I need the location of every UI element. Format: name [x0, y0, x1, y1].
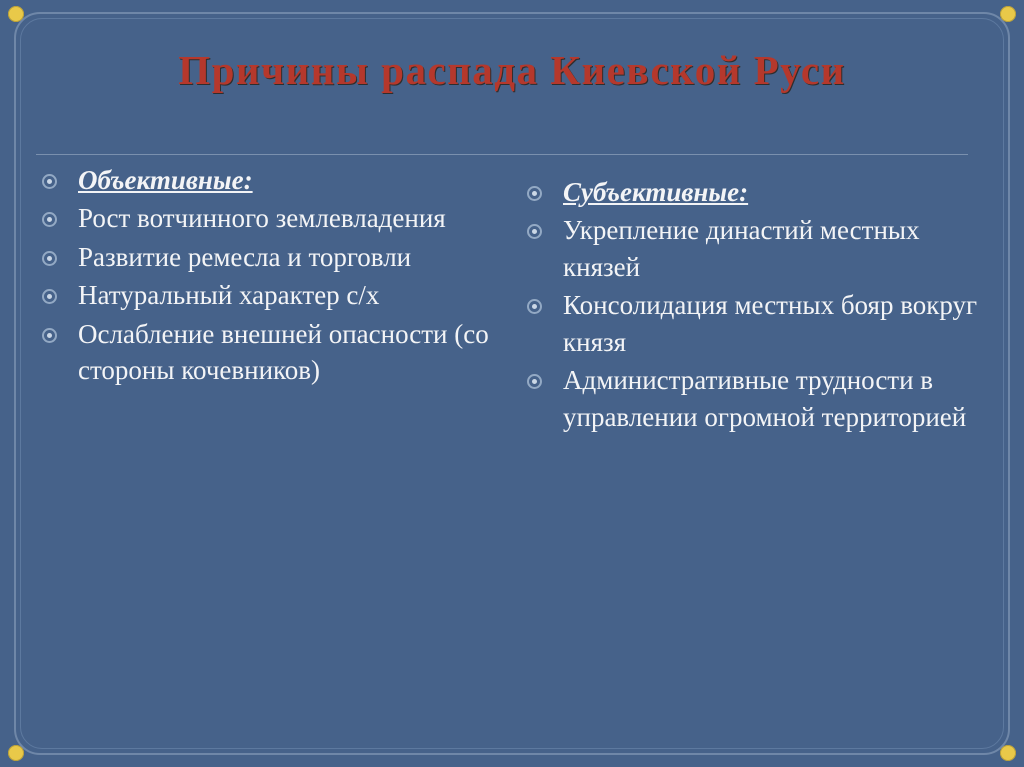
content-columns [36, 162, 988, 437]
list-item [36, 277, 503, 313]
column-right [521, 162, 988, 437]
list-item [521, 174, 988, 210]
bullet-marker-icon [527, 299, 542, 314]
list-item-label: Административные трудности в управлении огромной территорией [563, 365, 967, 432]
bullet-list-right [521, 174, 988, 435]
bullet-marker-icon [527, 374, 542, 389]
list-item-label: Укрепление династий местных князей [563, 215, 920, 282]
title-divider [36, 154, 968, 155]
corner-dot-top-left-icon [8, 6, 24, 22]
list-item-label: Ослабление внешней опасности (со стороны кочевников) [78, 318, 489, 386]
list-item-label: Натуральный характер с/х [78, 280, 380, 311]
list-item [36, 162, 503, 198]
bullet-marker-icon [42, 328, 57, 343]
bullet-marker-icon [42, 212, 57, 227]
list-item-label: Рост вотчинного землевладения [78, 203, 446, 234]
column-left [36, 162, 503, 437]
list-item-label: Развитие ремесла и торговли [78, 241, 412, 272]
list-item [521, 362, 988, 435]
list-item [521, 287, 988, 360]
list-item-label: Консолидация местных бояр вокруг князя [563, 290, 978, 357]
corner-dot-bottom-left-icon [8, 745, 24, 761]
bullet-marker-icon [42, 174, 57, 189]
list-item [521, 212, 988, 285]
bullet-marker-icon [527, 186, 542, 201]
bullet-marker-icon [42, 289, 57, 304]
slide-title: Причины распада Киевской Руси [178, 47, 846, 93]
bullet-marker-icon [527, 224, 542, 239]
corner-dot-top-right-icon [1000, 6, 1016, 22]
corner-dot-bottom-right-icon [1000, 745, 1016, 761]
bullet-marker-icon [42, 251, 57, 266]
list-item-label: Субъективные: [563, 177, 749, 207]
list-item [36, 239, 503, 275]
bullet-list-left [36, 162, 503, 389]
list-item-label: Объективные: [78, 165, 253, 195]
list-item [36, 200, 503, 236]
list-item [36, 316, 503, 389]
